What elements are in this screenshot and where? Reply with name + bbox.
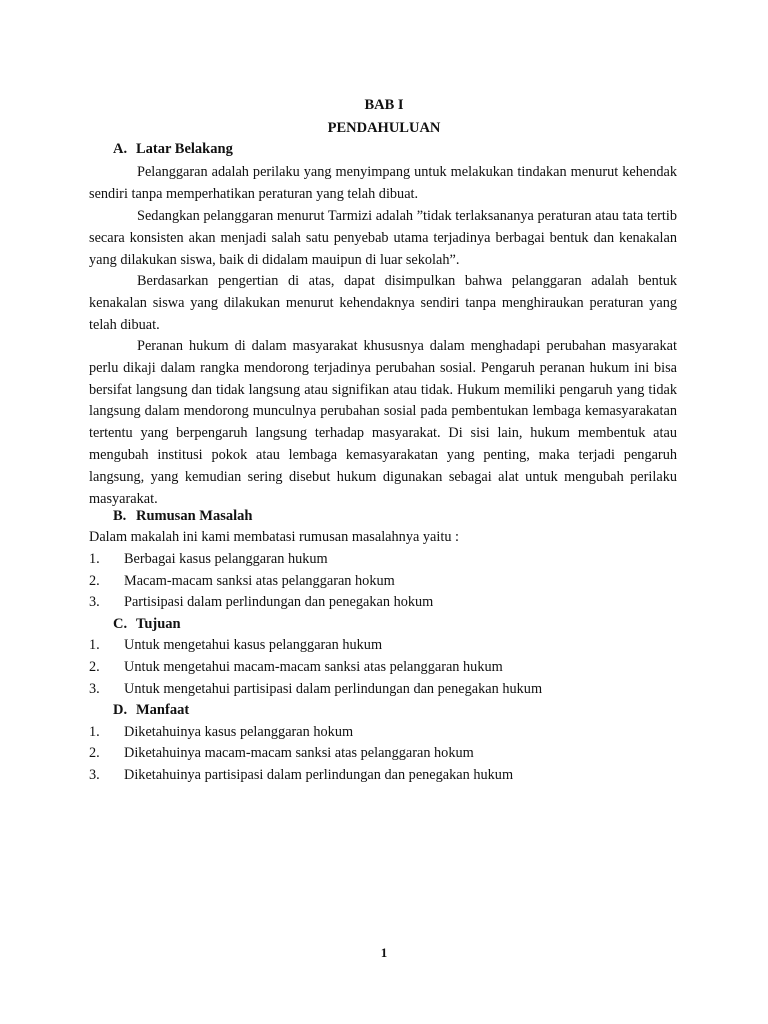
list-item [89,724,353,741]
list-item [89,681,542,698]
section-title: Rumusan Masalah [136,508,253,524]
list-number: 1. [89,637,100,653]
section-b-heading [113,508,252,525]
list-text: Berbagai kasus pelanggaran hukum [124,551,328,567]
list-item [89,551,328,568]
list-text: Partisipasi dalam perlindungan dan penegakan hokum [124,594,434,610]
list-number: 3. [89,767,100,783]
chapter-title: PENDAHULUAN [327,120,441,136]
list-number: 1. [89,724,100,740]
page-number: 1 [380,945,388,960]
paragraph: Sedangkan pelanggaran menurut Tarmizi adalah ”tidak terlaksananya peraturan atau tata tertib secara konsisten akan menjadi salah satu penyebab utama terjadinya berbagai bentuk dan kenakalan yang dilakukan siswa, baik di didalam mauipun di luar sekolah”. [89,208,677,268]
section-title: Manfaat [136,702,190,718]
section-title: Latar Belakang [136,141,233,157]
list-text: Untuk mengetahui macam-macam sanksi atas pelanggaran hukum [124,659,503,675]
list-number: 3. [89,681,100,697]
section-d-heading [113,702,189,719]
list-item [89,767,513,784]
section-letter: C. [113,616,128,632]
list-number: 2. [89,573,100,589]
list-text: Untuk mengetahui partisipasi dalam perlindungan dan penegakan hukum [124,681,543,697]
section-a-heading [113,141,233,158]
paragraph: Berdasarkan pengertian di atas, dapat disimpulkan bahwa pelanggaran adalah bentuk kenakalan siswa yang dilakukan menurut kehendaknya sendiri tanpa menghiraukan peraturan yang telah dibuat. [89,273,677,333]
list-item [89,659,503,676]
list-number: 3. [89,594,100,610]
list-text: Diketahuinya macam-macam sanksi atas pelanggaran hokum [124,745,474,761]
list-text: Macam-macam sanksi atas pelanggaran hokum [124,573,395,589]
section-letter: A. [113,141,128,157]
section-letter: D. [113,702,128,718]
section-intro: Dalam makalah ini kami membatasi rumusan masalahnya yaitu : [89,529,460,545]
chapter-number: BAB I [364,97,404,113]
list-number: 2. [89,659,100,675]
section-title: Tujuan [136,616,181,632]
list-text: Diketahuinya partisipasi dalam perlindungan dan penegakan hukum [124,767,514,783]
list-number: 1. [89,551,100,567]
list-item [89,594,433,611]
section-c-heading [113,616,181,633]
list-item [89,637,382,654]
section-letter: B. [113,508,127,524]
paragraph: Peranan hukum di dalam masyarakat khususnya dalam menghadapi perubahan masyarakat perlu dikaji dalam rangka mendorong terjadinya perubahan sosial. Pengaruh peranan hukum ini bisa bersifat langsung dan tidak langsung atau signifikan atau tidak. Hukum memiliki pengaruh yang tidak langsung dalam mendorong munculnya perubahan sosial pada pembentukan lembaga kemasyarakatan tertentu yang berpengaruh langsung terhadap masyarakat. Di sisi lain, hukum membentuk atau mengubah institusi pokok atau lembaga kemasyarakatan yang penting, maka terjadi pengaruh langsung, yang kemudian sering disebut hukum digunakan sebagai alat untuk mengubah perilaku masyarakat. [89,338,677,507]
list-item [89,573,395,590]
paragraph: Pelanggaran adalah perilaku yang menyimpang untuk melakukan tindakan menurut kehendak sendiri tanpa memperhatikan peraturan yang telah dibuat. [89,164,677,202]
list-number: 2. [89,745,100,761]
list-text: Diketahuinya kasus pelanggaran hokum [124,724,354,740]
list-text: Untuk mengetahui kasus pelanggaran hukum [124,637,383,653]
list-item [89,745,474,762]
